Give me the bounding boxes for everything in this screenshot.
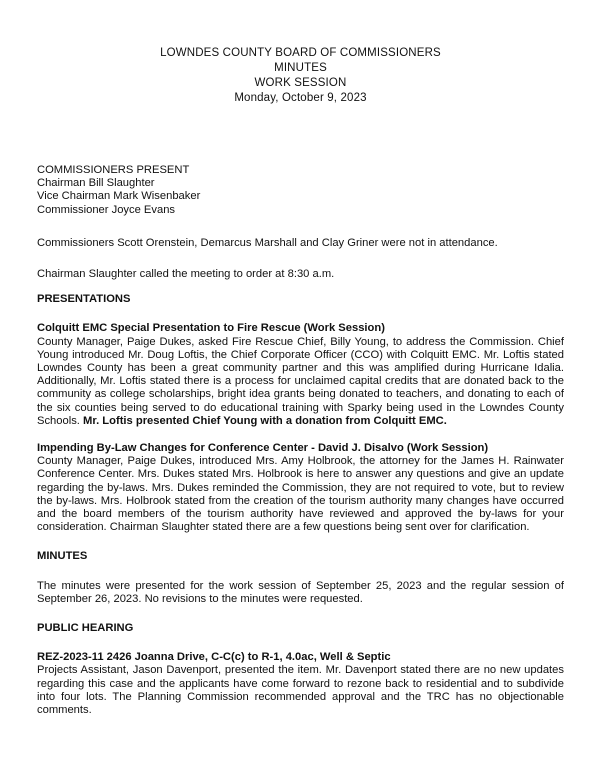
presentation-title-colquitt-emc: Colquitt EMC Special Presentation to Fire Rescue (Work Session) — [37, 322, 385, 335]
header-line-date: Monday, October 9, 2023 — [234, 92, 367, 104]
minutes-body: The minutes were presented for the work session of September 25, 2023 and the regular session of September 26, 2023. No revisions to the minutes were requested. — [37, 579, 564, 605]
public-hearing-body-rez-2023-11: Projects Assistant, Jason Davenport, presented the item. Mr. Davenport stated there are no new updates regarding this case and the applicants have come forward to rezone back to residential and to subdivide into four lots. The Planning Commission recommended approval and the TRC has no objectionable comments. — [37, 664, 564, 717]
header-line-session: WORK SESSION — [254, 77, 347, 89]
presentation-title-bylaw-changes: Impending By-Law Changes for Conference Center - David J. Disalvo (Work Session) — [37, 442, 489, 455]
attendance-absent-note: Commissioners Scott Orenstein, Demarcus Marshall and Clay Griner were not in attendance. — [37, 236, 498, 249]
public-hearing-title-rez-2023-11: REZ-2023-11 2426 Joanna Drive, C-C(c) to R-1, 4.0ac, Well & Septic — [37, 651, 391, 664]
attendance-member: Vice Chairman Mark Wisenbaker — [37, 190, 201, 203]
presentation-body-colquitt-emc — [37, 336, 564, 428]
section-heading-presentations: PRESENTATIONS — [37, 293, 131, 306]
header-line-doctype: MINUTES — [274, 62, 327, 74]
header-line-organization: LOWNDES COUNTY BOARD OF COMMISSIONERS — [160, 47, 441, 59]
presentation-body-emphasis: Mr. Loftis presented Chief Young with a donation from Colquitt EMC. — [83, 414, 447, 427]
document-content — [37, 0, 564, 717]
section-heading-minutes: MINUTES — [37, 550, 88, 563]
presentation-body-bylaw-changes: County Manager, Paige Dukes, introduced Mrs. Amy Holbrook, the attorney for the James H. Rainwater Conference Center. Mrs. Dukes stated Mrs. Holbrook is here to answer any questions and give an update regarding the by-laws. Mrs. Dukes reminded the Commission, they are not required to vote, but to review the by-laws. Mrs. Holbrook stated from the creation of the tourism authority many changes have occurred and the board members of the tourism authority have reviewed and approved the by-laws for your consideration. Chairman Slaughter stated there are a few questions being sent over for clarification. — [37, 455, 564, 534]
presentation-body-text: County Manager, Paige Dukes, asked Fire Rescue Chief, Billy Young, to address the Commission. Chief Young introduced Mr. Doug Loftis, the Chief Corporate Officer (CCO) with Colquitt EMC. Mr. Loftis stated Lowndes County has been a great community partner and this was amplified during Hurricane Idalia. Additionally, Mr. Loftis stated there is a process for unclaimed capital credits that are donated back to the community as college scholarships, bright idea grants being donated to teachers, and donating to each of the six counties being served to do educational training with Sparky being used in the Lowndes County Schools. — [37, 335, 564, 427]
call-to-order-text: Chairman Slaughter called the meeting to order at 8:30 a.m. — [37, 268, 335, 281]
document-header — [37, 0, 564, 106]
attendance-heading: COMMISSIONERS PRESENT — [37, 164, 190, 176]
section-heading-public-hearing: PUBLIC HEARING — [37, 622, 134, 635]
attendance-member: Chairman Bill Slaughter — [37, 177, 155, 190]
attendance-member: Commissioner Joyce Evans — [37, 203, 176, 216]
